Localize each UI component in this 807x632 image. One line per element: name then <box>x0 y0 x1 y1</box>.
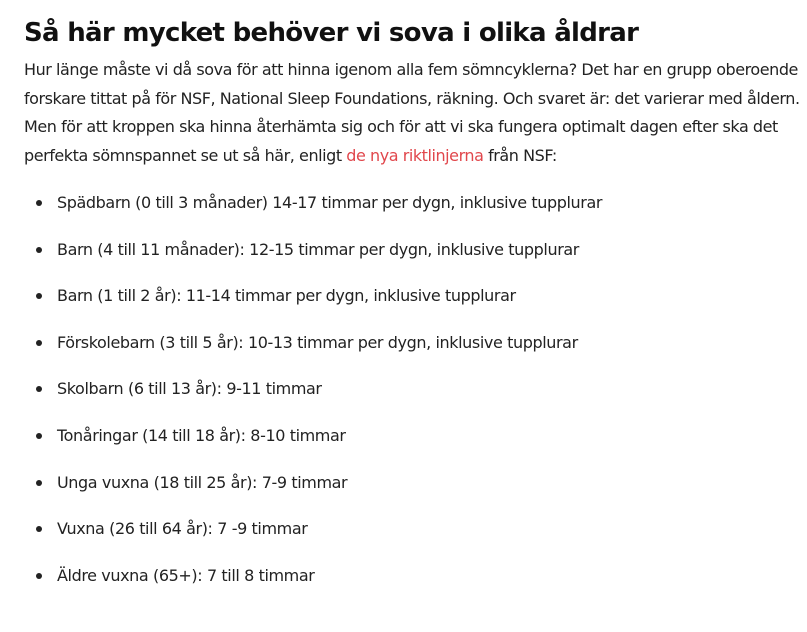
list-item-text: Spädbarn (0 till 3 månader) 14-17 timmar per dygn, inklusive tupplurar <box>57 193 603 212</box>
list-item <box>24 413 801 460</box>
list-item <box>24 320 801 367</box>
bullet-icon <box>36 480 42 486</box>
list-item <box>24 366 801 413</box>
list-item-text: Vuxna (26 till 64 år): 7 -9 timmar <box>57 519 308 539</box>
bullet-icon <box>36 526 42 532</box>
list-item-text: Tonåringar (14 till 18 år): 8-10 timmar <box>57 425 346 445</box>
bullet-icon <box>36 573 42 579</box>
list-item-text: Unga vuxna (18 till 25 år): 7-9 timmar <box>57 472 348 492</box>
bullet-icon <box>36 293 42 299</box>
intro-paragraph <box>24 56 801 170</box>
list-item-text: Förskolebarn (3 till 5 år): 10-13 timmar per dygn, inklusive tupplurar <box>57 332 578 352</box>
list-item <box>24 227 801 274</box>
list-item <box>24 273 801 320</box>
intro-text-after-link: från NSF: <box>483 145 557 165</box>
list-item <box>24 506 801 553</box>
list-item-text: Barn (1 till 2 år): 11-14 timmar per dygn, inklusive tupplurar <box>57 286 516 306</box>
sleep-guidelines-list <box>24 180 801 599</box>
list-item <box>24 460 801 507</box>
intro-text-before-link: Hur länge måste vi då sova för att hinna igenom alla fem sömncyklerna? Det har en grupp oberoende forskare tittat på för NSF, National Sleep Foundations, räkning. Och svaret är: det varierar med åldern. Men för att kroppen ska hinna återhämta sig och för att vi ska fungera optimalt dagen efter ska det perfekta sömnspannet se ut så här, enligt <box>24 60 800 165</box>
article-title: Så här mycket behöver vi sova i olika åldrar <box>24 18 639 48</box>
bullet-icon <box>36 433 42 439</box>
list-item-text: Barn (4 till 11 månader): 12-15 timmar per dygn, inklusive tupplurar <box>57 239 579 259</box>
bullet-icon <box>36 340 42 346</box>
list-item <box>24 180 801 227</box>
list-item-text: Äldre vuxna (65+): 7 till 8 timmar <box>57 565 315 585</box>
bullet-icon <box>36 200 42 206</box>
guidelines-link[interactable]: de nya riktlinjerna <box>346 145 484 165</box>
list-item <box>24 553 801 600</box>
bullet-icon <box>36 247 42 253</box>
bullet-icon <box>36 386 42 392</box>
list-item-text: Skolbarn (6 till 13 år): 9-11 timmar <box>57 379 322 399</box>
